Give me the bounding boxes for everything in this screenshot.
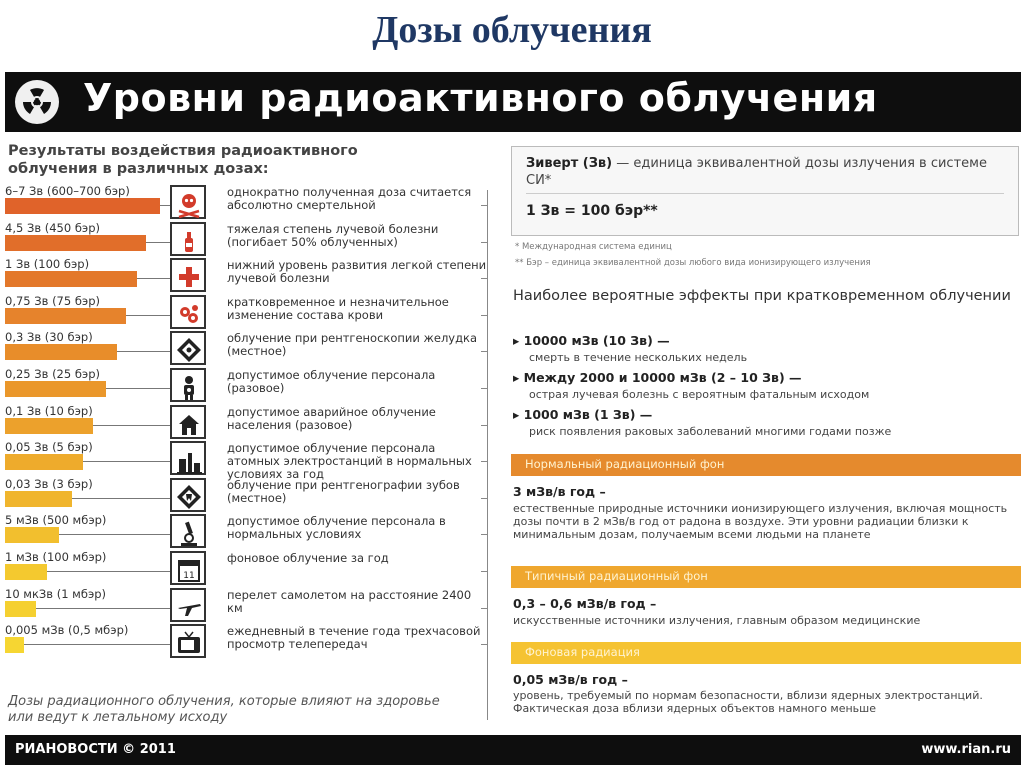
dose-label: 1 Зв (100 бэр) xyxy=(5,257,90,272)
footnote-ber: ** Бэр – единица эквивалентной дозы любого вида ионизирующего излучения xyxy=(515,258,871,268)
connector-line xyxy=(126,315,170,316)
dose-description: нижний уровень развития легкой степени лучевой болезни xyxy=(227,258,487,286)
airplane-icon xyxy=(170,588,206,622)
dose-description: ежедневный в течение года трехчасовой просмотр телепередач xyxy=(227,624,481,652)
dose-row xyxy=(5,550,495,588)
effect-desc: смерть в течение нескольких недель xyxy=(529,351,748,364)
effects-heading: Наиболее вероятные эффекты при кратковременном облучении xyxy=(513,288,1011,304)
dose-label: 1 мЗв (100 мбэр) xyxy=(5,550,107,564)
dose-label: 5 мЗв (500 мбэр) xyxy=(5,513,107,528)
dose-row xyxy=(5,221,495,259)
connector-line xyxy=(137,278,170,279)
dose-description: допустимое облучение персонала в нормальных условиях xyxy=(227,514,446,542)
microscope-icon xyxy=(170,514,206,548)
dose-row xyxy=(5,440,495,482)
background-desc: искусственные источники излучения, главным образом медицинские xyxy=(513,614,921,627)
effect-title: ▸ 1000 мЗв (1 Зв) — xyxy=(513,407,653,422)
dose-description: допустимое облучение персонала (разовое) xyxy=(227,368,436,395)
brand-logo: РИАНОВОСТИ © 2011 xyxy=(15,742,176,757)
dose-label: 0,1 Зв (10 бэр) xyxy=(5,403,93,418)
dose-description: облучение при рентгенографии зубов (местное) xyxy=(227,477,460,505)
dose-row xyxy=(5,623,495,661)
connector-line xyxy=(36,608,170,609)
connector-line xyxy=(93,425,170,426)
dose-label: 4,5 Зв (450 бэр) xyxy=(5,220,101,235)
dose-row xyxy=(5,477,495,515)
divider xyxy=(526,193,1004,194)
dose-label: 0,75 Зв (75 бэр) xyxy=(5,293,101,308)
radiation-icon xyxy=(15,80,59,124)
background-header: Нормальный радиационный фон xyxy=(511,454,1021,476)
dose-description: кратковременное и незначительное изменение состава крови xyxy=(227,294,449,322)
power-plant-icon xyxy=(170,441,206,475)
connector-line xyxy=(47,571,170,572)
dose-description: допустимое аварийное облучение населения (разовое) xyxy=(227,404,436,432)
dose-description: перелет самолетом на расстояние 2400 км xyxy=(227,587,472,615)
dose-row xyxy=(5,184,495,222)
doses-footnote: Дозы радиационного облучения, которые влияют на здоровье или ведут к летальному исходу xyxy=(8,694,440,725)
dose-bar xyxy=(5,344,117,360)
dose-label: 10 мкЗв (1 мбэр) xyxy=(5,586,107,601)
background-desc: уровень, требуемый по нормам безопасности, вблизи ядерных электростанций. Фактическая доза вблизи ядерных объектов намного меньше xyxy=(513,689,983,715)
connector-line xyxy=(160,205,170,206)
dose-bar xyxy=(5,527,59,543)
dose-bar xyxy=(5,235,146,251)
effect-desc: риск появления раковых заболеваний многими годами позже xyxy=(529,425,892,438)
dose-bar xyxy=(5,198,160,214)
dose-label: 0,05 Зв (5 бэр) xyxy=(5,440,93,455)
dose-row xyxy=(5,513,495,551)
dose-label: 0,3 Зв (30 бэр) xyxy=(5,330,93,345)
sievert-definition-box xyxy=(511,146,1019,236)
blood-cells-icon xyxy=(170,295,206,329)
dose-label: 0,005 мЗв (0,5 мбэр) xyxy=(5,623,129,638)
bullet-arrow-icon: ▸ xyxy=(513,370,524,385)
effect-title: ▸ Между 2000 и 10000 мЗв (2 – 10 Зв) — xyxy=(513,370,802,385)
connector-line xyxy=(106,388,170,389)
dose-row xyxy=(5,294,495,332)
background-value: 0,05 мЗв/в год – xyxy=(513,672,628,687)
dose-row xyxy=(5,257,495,295)
calendar-icon xyxy=(170,551,206,585)
dose-description: однократно полученная доза считается абсолютно смертельной xyxy=(227,185,472,212)
dose-description: облучение при рентгеноскопии желудка (местное) xyxy=(227,331,478,359)
bracket-line xyxy=(487,190,488,720)
bottle-icon xyxy=(170,222,206,256)
tv-icon xyxy=(170,624,206,658)
connector-line xyxy=(59,534,170,535)
banner xyxy=(5,72,1021,132)
house-icon xyxy=(170,405,206,439)
background-value: 3 мЗв/в год – xyxy=(513,484,606,499)
doses-heading: Результаты воздействия радиоактивного облучения в различных дозах: xyxy=(8,143,358,177)
dose-description: тяжелая степень лучевой болезни (погибает 50% облученных) xyxy=(227,221,439,249)
background-header: Типичный радиационный фон xyxy=(511,566,1021,588)
effect-desc: острая лучевая болезнь с вероятным фатальным исходом xyxy=(529,388,870,401)
connector-line xyxy=(83,461,170,462)
dose-row xyxy=(5,330,495,368)
dose-description: фоновое облучение за год xyxy=(227,551,389,565)
connector-line xyxy=(24,644,170,645)
xray-diamond-icon xyxy=(170,331,206,365)
dose-row xyxy=(5,587,495,625)
dose-bar xyxy=(5,601,36,617)
svg-text:11: 11 xyxy=(183,571,195,581)
site-link[interactable]: www.rian.ru xyxy=(921,742,1011,757)
dose-bar xyxy=(5,637,24,653)
dose-bar xyxy=(5,381,106,397)
sievert-definition-text: — единица эквивалентной дозы излучения в системе СИ* xyxy=(526,156,987,188)
effect-title: ▸ 10000 мЗв (10 Зв) — xyxy=(513,333,670,348)
connector-line xyxy=(117,351,170,352)
footnote-si: * Международная система единиц xyxy=(515,242,672,252)
dose-row xyxy=(5,367,495,405)
skull-icon xyxy=(170,185,206,219)
dose-bar xyxy=(5,271,137,287)
bullet-arrow-icon: ▸ xyxy=(513,333,524,348)
connector-line xyxy=(146,242,170,243)
worker-icon xyxy=(170,368,206,402)
connector-line xyxy=(72,498,170,499)
dose-label: 6–7 Зв (600–700 бэр) xyxy=(5,184,130,198)
banner-title: Уровни радиоактивного облучения xyxy=(83,76,878,120)
tooth-xray-icon xyxy=(170,478,206,512)
red-cross-icon xyxy=(170,258,206,292)
dose-bar xyxy=(5,454,83,470)
dose-row xyxy=(5,404,495,442)
bullet-arrow-icon: ▸ xyxy=(513,407,524,422)
dose-label: 0,25 Зв (25 бэр) xyxy=(5,367,101,381)
sievert-equation: 1 Зв = 100 бэр** xyxy=(526,203,658,219)
background-value: 0,3 – 0,6 мЗв/в год – xyxy=(513,596,657,611)
dose-bar xyxy=(5,564,47,580)
dose-bar xyxy=(5,308,126,324)
infographic xyxy=(5,72,1021,765)
footer-bar xyxy=(5,735,1021,765)
slide-title: Дозы облучения xyxy=(372,9,652,51)
dose-bar xyxy=(5,418,93,434)
sievert-term: Зиверт (Зв) xyxy=(526,156,613,171)
background-header: Фоновая радиация xyxy=(511,642,1021,664)
dose-bar xyxy=(5,491,72,507)
dose-label: 0,03 Зв (3 бэр) xyxy=(5,476,93,491)
dose-description: допустимое облучение персонала атомных электростанций в нормальных условиях за год xyxy=(227,441,472,482)
background-desc: естественные природные источники ионизирующего излучения, включая мощность дозы почти в 2 мЗв/в год от радона в воздухе. Эти уровни радиации близки к минимальным дозам, получаемым всеми людьми на планете xyxy=(513,502,1008,541)
sievert-definition xyxy=(526,155,996,189)
